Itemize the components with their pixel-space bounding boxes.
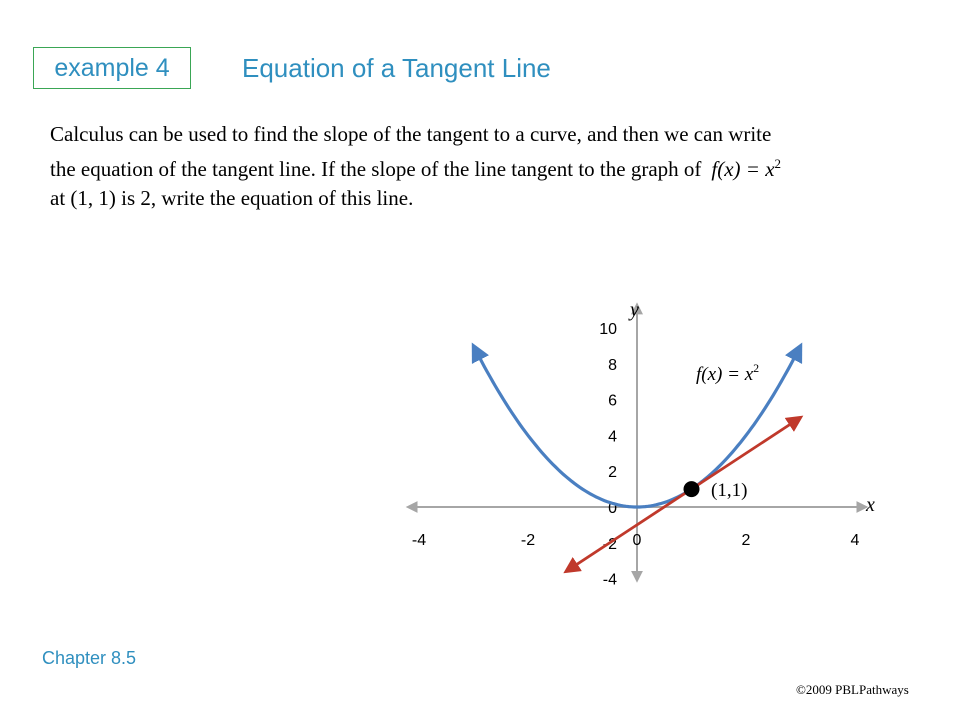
problem-line-1: Calculus can be used to find the slope of the tangent to a curve, and then we can write	[50, 122, 772, 146]
x-tick-label: 4	[850, 532, 860, 549]
function-base: f(x) = x	[711, 157, 775, 181]
tangent-point-marker	[684, 481, 700, 497]
y-tick-label: 8	[608, 356, 617, 374]
y-tick-label: 2	[608, 464, 617, 482]
point-label: (1,1)	[711, 480, 748, 501]
x-tick-label: 0	[632, 532, 642, 549]
y-tick-label: 6	[608, 392, 617, 410]
example-label: example 4	[54, 53, 170, 82]
problem-line-2-text: the equation of the tangent line. If the slope of the line tangent to the graph of	[50, 157, 702, 181]
curve-label-exp: 2	[753, 361, 760, 375]
x-tick-label: -4	[411, 532, 427, 549]
curve-label-base: f(x) = x	[696, 364, 754, 385]
chapter-label: Chapter 8.5	[42, 648, 137, 668]
problem-line-3: at (1, 1) is 2, write the equation of this line.	[50, 186, 414, 210]
tangent-line-series	[566, 418, 800, 572]
y-tick-label: -2	[602, 535, 617, 553]
y-tick-label: 10	[599, 321, 617, 338]
x-tick-label: -2	[520, 532, 536, 549]
x-tick-label: 2	[741, 532, 751, 549]
curve-label	[696, 361, 759, 385]
chart-labels	[628, 299, 875, 516]
x-axis-label: x	[866, 494, 875, 516]
function-exponent: 2	[774, 156, 782, 171]
copyright-text: ©2009 PBLPathways	[796, 682, 909, 697]
y-axis-label: y	[630, 299, 639, 321]
y-tick-label: 0	[608, 500, 617, 517]
slide-title: Equation of a Tangent Line	[242, 53, 551, 83]
y-tick-label: -4	[602, 571, 617, 589]
y-tick-label: 4	[608, 428, 617, 446]
